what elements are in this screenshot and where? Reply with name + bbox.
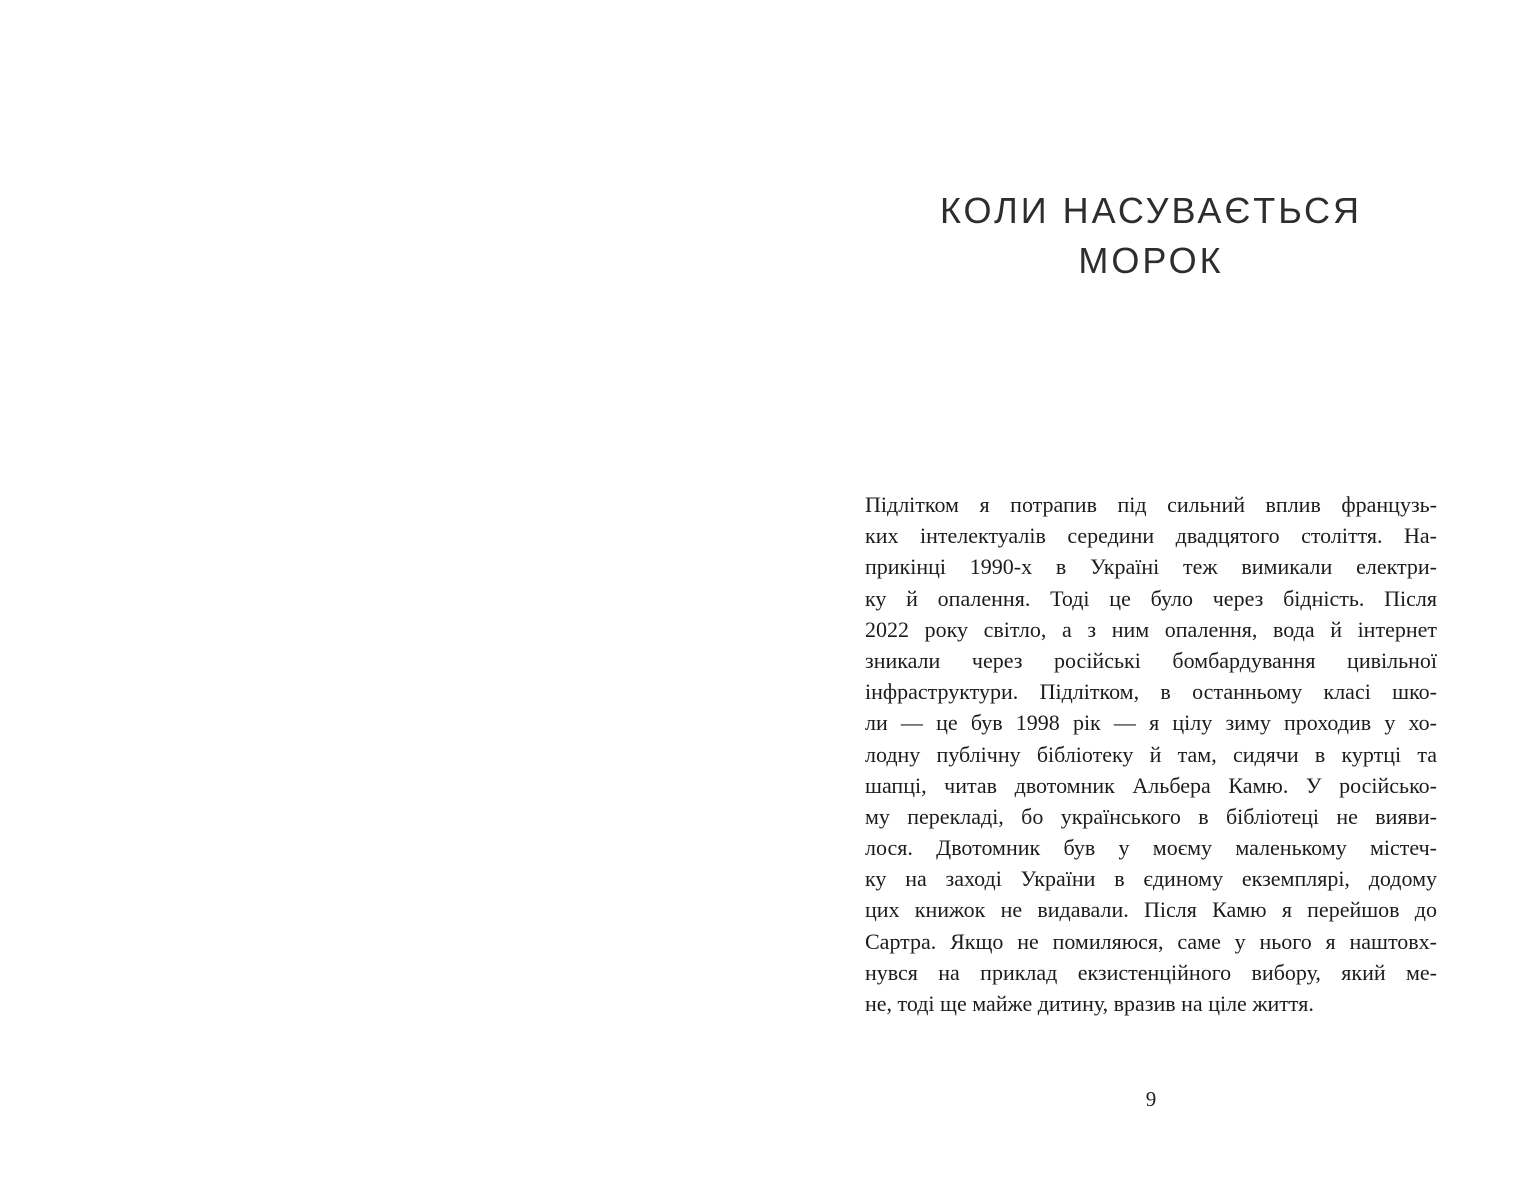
- body-text-line: Сартра. Якщо не помиляюся, саме у нього я наштовх-: [865, 928, 1437, 954]
- body-text-line: інфраструктури. Підлітком, в останньому класі шко-: [865, 679, 1437, 705]
- body-text-line: ку й опалення. Тоді це було через бідність. Після: [865, 585, 1437, 611]
- page-number: 9: [1145, 1087, 1157, 1111]
- body-text-line: прикінці 1990-х в Україні теж вимикали електри-: [865, 554, 1437, 580]
- body-text-line: му перекладі, бо українського в бібліотеці не вияви-: [865, 803, 1437, 829]
- body-text-line: зникали через російські бомбардування цивільної: [865, 647, 1437, 673]
- body-text-line: лодну публічну бібліотеку й там, сидячи в куртці та: [865, 741, 1437, 767]
- chapter-title-line-2: МОРОК: [1078, 240, 1224, 281]
- body-text-line: ких інтелектуалів середини двадцятого століття. На-: [865, 523, 1437, 549]
- body-text-line: Підлітком я потрапив під сильний вплив французь-: [865, 492, 1437, 517]
- body-text-line: шапці, читав двотомник Альбера Камю. У російсько-: [865, 772, 1437, 798]
- body-paragraph: [865, 489, 1437, 1019]
- chapter-title-line-1: КОЛИ НАСУВАЄТЬСЯ: [939, 190, 1363, 231]
- body-text-line: лося. Двотомник був у моєму маленькому містеч-: [865, 835, 1437, 861]
- right-page: [865, 0, 1437, 1182]
- body-text-line: нувся на приклад екзистенційного вибору, який ме-: [865, 959, 1437, 985]
- body-text-line: цих книжок не видавали. Після Камю я перейшов до: [865, 897, 1437, 923]
- body-text-line: не, тоді ще майже дитину, вразив на ціле життя.: [865, 991, 1314, 1016]
- body-text-line: ли — це був 1998 рік — я цілу зиму проходив у хо-: [865, 710, 1437, 736]
- body-text-line: ку на заході України в єдиному екземплярі, додому: [865, 866, 1437, 892]
- chapter-title: [865, 186, 1437, 286]
- body-text-line: 2022 року світло, а з ним опалення, вода й інтернет: [865, 616, 1437, 642]
